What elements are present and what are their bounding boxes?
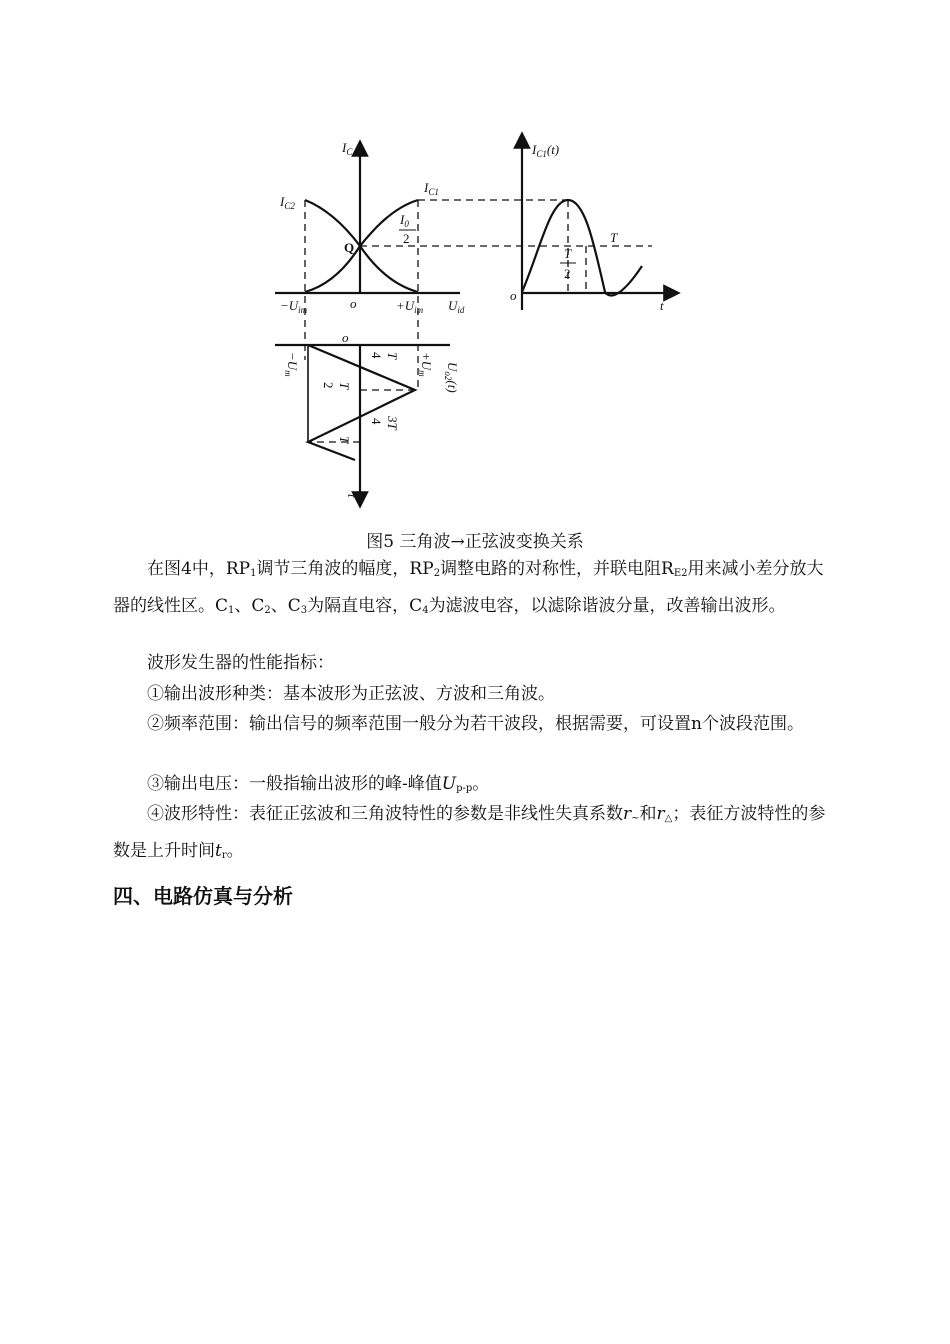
label-three-quarter-T: 3T: [385, 416, 400, 430]
label-lower-origin: o: [342, 330, 349, 345]
label-neg-um: $-U_m$: [283, 352, 300, 377]
label-i0-den: 2: [403, 231, 410, 246]
paragraph-waveform-characteristics: ④波形特性：表征正弦波和三角波特性的参数是非线性失真系数$r_\sim$和$r_\triangle$；表征方波特性的参数是上升时间$t_r$。: [113, 804, 826, 861]
paragraph-waveform-types: ①输出波形种类：基本波形为正弦波、方波和三角波。: [147, 684, 555, 704]
figure-5: [260, 130, 700, 510]
guide-lines: [305, 200, 652, 442]
svg-text:4: 4: [369, 418, 384, 425]
figure-caption: 图5 三角波→正弦波变换关系: [366, 532, 584, 552]
label-uid: $U_{id}$: [448, 298, 465, 315]
label-quarter-T: T: [385, 352, 400, 360]
label-ic: $I_C$: [342, 140, 353, 157]
label-t-down: t: [345, 494, 360, 498]
section-heading: 四、电路仿真与分析: [113, 884, 293, 908]
label-half-T-den: 2: [564, 266, 571, 281]
waveform-diagram: [260, 130, 700, 510]
label-ic2: $I_{C2}$: [280, 194, 295, 211]
paragraph-circuit-description: 在图4中，$RP_1$调节三角波的幅度，$RP_2$调整电路的对称性，并联电阻$R_{E2}$用来减小差分放大器的线性区。$C_1$、$C_2$、$C_3$为隔直电容，$C_4$为滤波电容，以滤除谐波分量，改善输出波形。: [113, 559, 824, 616]
label-half-T-num: T: [564, 246, 572, 261]
label-T-lower: T: [337, 436, 352, 444]
label-uo2t: $U_{o2}(t)$: [443, 362, 460, 393]
label-ic1t: $I_{C1}(t)$: [532, 142, 560, 159]
label-q: Q: [344, 240, 355, 255]
label-pos-um: $+U_m$: [417, 352, 434, 377]
label-T-right: T: [610, 230, 618, 245]
label-neg-uim: $-U_{im}$: [280, 298, 308, 315]
label-i0: $I_0$: [400, 212, 409, 229]
sine-wave: [522, 200, 642, 296]
svg-text:2: 2: [321, 382, 336, 389]
label-half-T-lower: T: [337, 382, 352, 390]
label-origin: o: [350, 296, 357, 311]
label-ic1: $I_{C1}$: [424, 180, 439, 197]
label-pos-uim: $+U_{im}$: [396, 298, 424, 315]
svg-text:4: 4: [369, 352, 384, 359]
label-right-origin: o: [510, 288, 517, 303]
paragraph-frequency-range: ②频率范围：输出信号的频率范围一般分为若干波段，根据需要，可设置n个波段范围。: [147, 714, 804, 734]
label-t-axis: t: [660, 298, 664, 313]
triangle-wave: [308, 345, 415, 460]
paragraph-performance-title: 波形发生器的性能指标：: [147, 653, 334, 673]
paragraph-output-voltage: ③输出电压：一般指输出波形的峰-峰值$U_{p-p}$。: [147, 774, 490, 794]
